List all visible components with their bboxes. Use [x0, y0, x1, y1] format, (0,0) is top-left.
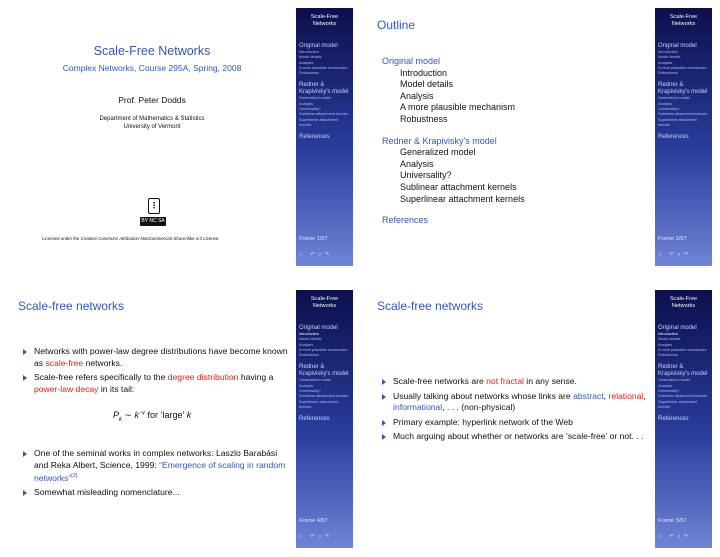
sidebar-nav [296, 8, 353, 266]
outline-section[interactable]: References [382, 215, 429, 226]
frame-counter: Frame 2/57 [658, 236, 687, 242]
sidebar-item[interactable]: Generalized model [299, 96, 331, 101]
sidebar-item[interactable]: Robustness [299, 353, 320, 358]
outline-item[interactable]: Superlinear attachment kernels [400, 193, 525, 204]
sidebar-item[interactable]: Superlinear attachment kernels [658, 117, 698, 127]
sidebar-item[interactable]: Model details [658, 337, 681, 342]
outline-item[interactable]: Generalized model [400, 147, 476, 158]
bullet-item: One of the seminal works in complex networks: Laszlo Barabási and Reka Albert, Science, 1999: “Emergence of scaling in random networks”[2] [22, 448, 292, 484]
outline-item[interactable]: Model details [400, 79, 454, 90]
bullet-list [22, 346, 292, 398]
sidebar-item[interactable]: Analysis [299, 101, 314, 106]
sidebar-item[interactable]: Generalized model [299, 378, 331, 383]
sidebar-item[interactable]: Introduction [658, 50, 678, 54]
sidebar-nav [655, 8, 712, 266]
bullet-item: Much arguing about whether or networks are ‘scale-free’ or not. . . [381, 431, 651, 443]
outline-item[interactable]: Analysis [400, 158, 434, 169]
sidebar-item[interactable]: Universality? [299, 107, 321, 112]
sidebar-nav [655, 290, 712, 548]
sidebar-item[interactable]: A more plausible mechanism [299, 347, 348, 352]
cc-license-badge: BY NC SA [141, 218, 165, 224]
sidebar-item[interactable]: Generalized model [658, 96, 690, 101]
sidebar-short-title[interactable]: Scale-Free Networks [669, 296, 698, 309]
power-law-formula: $P_k$ ∼ $k^{-\gamma}$ for ‘large’ k [113, 410, 192, 423]
sidebar-item[interactable]: Sublinear attachment kernels [299, 394, 349, 399]
sidebar-item[interactable]: Robustness [658, 353, 679, 358]
sidebar-short-title[interactable]: Scale-Free Networks [310, 296, 339, 309]
outline-item[interactable]: Analysis [400, 90, 434, 101]
dept-line-1: Department of Mathematics & Statistics [99, 116, 205, 122]
sidebar-section-references[interactable]: References [658, 134, 689, 141]
presentation-title: Scale-Free Networks [93, 44, 211, 58]
frame-counter: Frame 4/57 [299, 518, 328, 524]
sidebar-item[interactable]: Analysis [658, 101, 673, 106]
sidebar-item[interactable]: Sublinear attachment kernels [658, 112, 708, 117]
bullet-item: Networks with power-law degree distributions have become known as scale-free networks. [22, 346, 292, 369]
sidebar-section-original[interactable]: Original model [299, 43, 338, 49]
outline-item[interactable]: Robustness [400, 113, 448, 124]
sidebar-item[interactable]: Introduction [299, 50, 319, 54]
slide-heading: Scale-free networks [377, 299, 484, 313]
slide-heading: Outline [377, 18, 416, 32]
bullet-list [381, 376, 651, 446]
sidebar-section-redner[interactable]: Redner & Krapivisky's model [658, 82, 708, 96]
outline-item[interactable]: Sublinear attachment kernels [400, 181, 517, 192]
reference-marker[interactable]: [2] [71, 473, 78, 479]
slide-scale-free-2 [367, 290, 712, 548]
author-name: Prof. Peter Dodds [118, 95, 186, 105]
sidebar-item[interactable]: Analysis [299, 342, 314, 347]
outline-item[interactable]: Universality? [400, 170, 452, 181]
sidebar-item[interactable]: A more plausible mechanism [658, 65, 707, 70]
outline-section[interactable]: Redner & Krapivisky's model [382, 135, 497, 146]
sidebar-item[interactable]: Generalized model [658, 378, 690, 383]
sidebar-item[interactable]: Analysis [658, 60, 673, 65]
sidebar-item[interactable]: Analysis [658, 342, 673, 347]
outline-item[interactable]: A more plausible mechanism [400, 102, 516, 113]
sidebar-item[interactable]: A more plausible mechanism [658, 347, 707, 352]
nav-controls-icon[interactable]: □ ↶⌕↷ [658, 534, 692, 540]
sidebar-item[interactable]: Analysis [658, 383, 673, 388]
sidebar-section-original[interactable]: Original model [658, 43, 697, 49]
affiliation [8, 115, 296, 131]
sidebar-section-redner[interactable]: Redner & Krapivisky's model [658, 364, 708, 378]
sidebar-section-original[interactable]: Original model [299, 325, 338, 331]
sidebar-item[interactable]: Analysis [299, 383, 314, 388]
sidebar-short-title[interactable]: Scale-Free Networks [310, 14, 339, 27]
sidebar-item[interactable]: Sublinear attachment kernels [299, 112, 349, 117]
sidebar-item[interactable]: Robustness [299, 71, 320, 76]
dept-line-2: University of Vermont [123, 124, 181, 130]
sidebar-item[interactable]: A more plausible mechanism [299, 65, 348, 70]
slide-scale-free-1 [8, 290, 353, 548]
sidebar-item-active[interactable]: Introduction [299, 332, 319, 336]
sidebar-section-redner[interactable]: Redner & Krapivisky's model [299, 82, 349, 96]
nav-controls-icon[interactable]: □ ↶⌕↷ [658, 252, 692, 258]
sidebar-section-references[interactable]: References [299, 416, 330, 423]
bullet-item: Scale-free refers specifically to the degree distribution having a power-law decay in its tail: [22, 372, 292, 395]
license-text: Licensed under the Creative Commons Attribution-NonCommercial-ShareAlike 3.0 License. [42, 236, 220, 241]
bullet-list [22, 448, 292, 502]
sidebar-item[interactable]: Sublinear attachment kernels [658, 394, 708, 399]
sidebar-item[interactable]: Robustness [658, 71, 679, 76]
sidebar-section-references[interactable]: References [299, 134, 330, 141]
bullet-item: Scale-free networks are not fractal in any sense. [381, 376, 651, 388]
sidebar-item[interactable]: Superlinear attachment kernels [658, 399, 698, 409]
course-subtitle: Complex Networks, Course 295A, Spring, 2008 [62, 63, 242, 73]
nav-controls-icon[interactable]: □ ↶⌕↷ [299, 252, 333, 258]
sidebar-item[interactable]: Superlinear attachment kernels [299, 399, 339, 409]
bullet-item: Usually talking about networks whose links are abstract, relational, informational, . . . (non-physical) [381, 391, 651, 414]
sidebar-section-original[interactable]: Original model [658, 325, 697, 331]
bullet-item: Primary example: hyperlink network of the Web [381, 417, 651, 429]
outline-list [382, 56, 652, 227]
slide-outline [367, 8, 712, 266]
nav-controls-icon[interactable]: □ ↶⌕↷ [299, 534, 333, 540]
traffic-light-icon: ⋮ [148, 198, 160, 214]
sidebar-item[interactable]: Universality? [299, 389, 321, 394]
sidebar-nav [296, 290, 353, 548]
sidebar-section-references[interactable]: References [658, 416, 689, 423]
bullet-item: Somewhat misleading nomenclature... [22, 487, 292, 499]
frame-counter: Frame 5/57 [658, 518, 687, 524]
sidebar-item[interactable]: Analysis [299, 60, 314, 65]
sidebar-item[interactable]: Model details [299, 55, 322, 60]
sidebar-item[interactable]: Model details [658, 55, 681, 60]
slide-title-page [8, 8, 353, 266]
sidebar-item[interactable]: Superlinear attachment kernels [299, 117, 339, 127]
sidebar-section-redner[interactable]: Redner & Krapivisky's model [299, 364, 349, 378]
sidebar-short-title[interactable]: Scale-Free Networks [669, 14, 698, 27]
slide-heading: Scale-free networks [18, 299, 125, 313]
frame-counter: Frame 1/57 [299, 236, 328, 242]
sidebar-item[interactable]: Universality? [658, 389, 680, 394]
sidebar-item[interactable]: Universality? [658, 107, 680, 112]
outline-item[interactable]: Introduction [400, 67, 448, 78]
citation-link[interactable]: “Emergence of scaling in random networks” [34, 459, 286, 483]
sidebar-item-active[interactable]: Introduction [658, 332, 678, 336]
sidebar-item[interactable]: Model details [299, 337, 322, 342]
outline-section[interactable]: Original model [382, 56, 441, 66]
